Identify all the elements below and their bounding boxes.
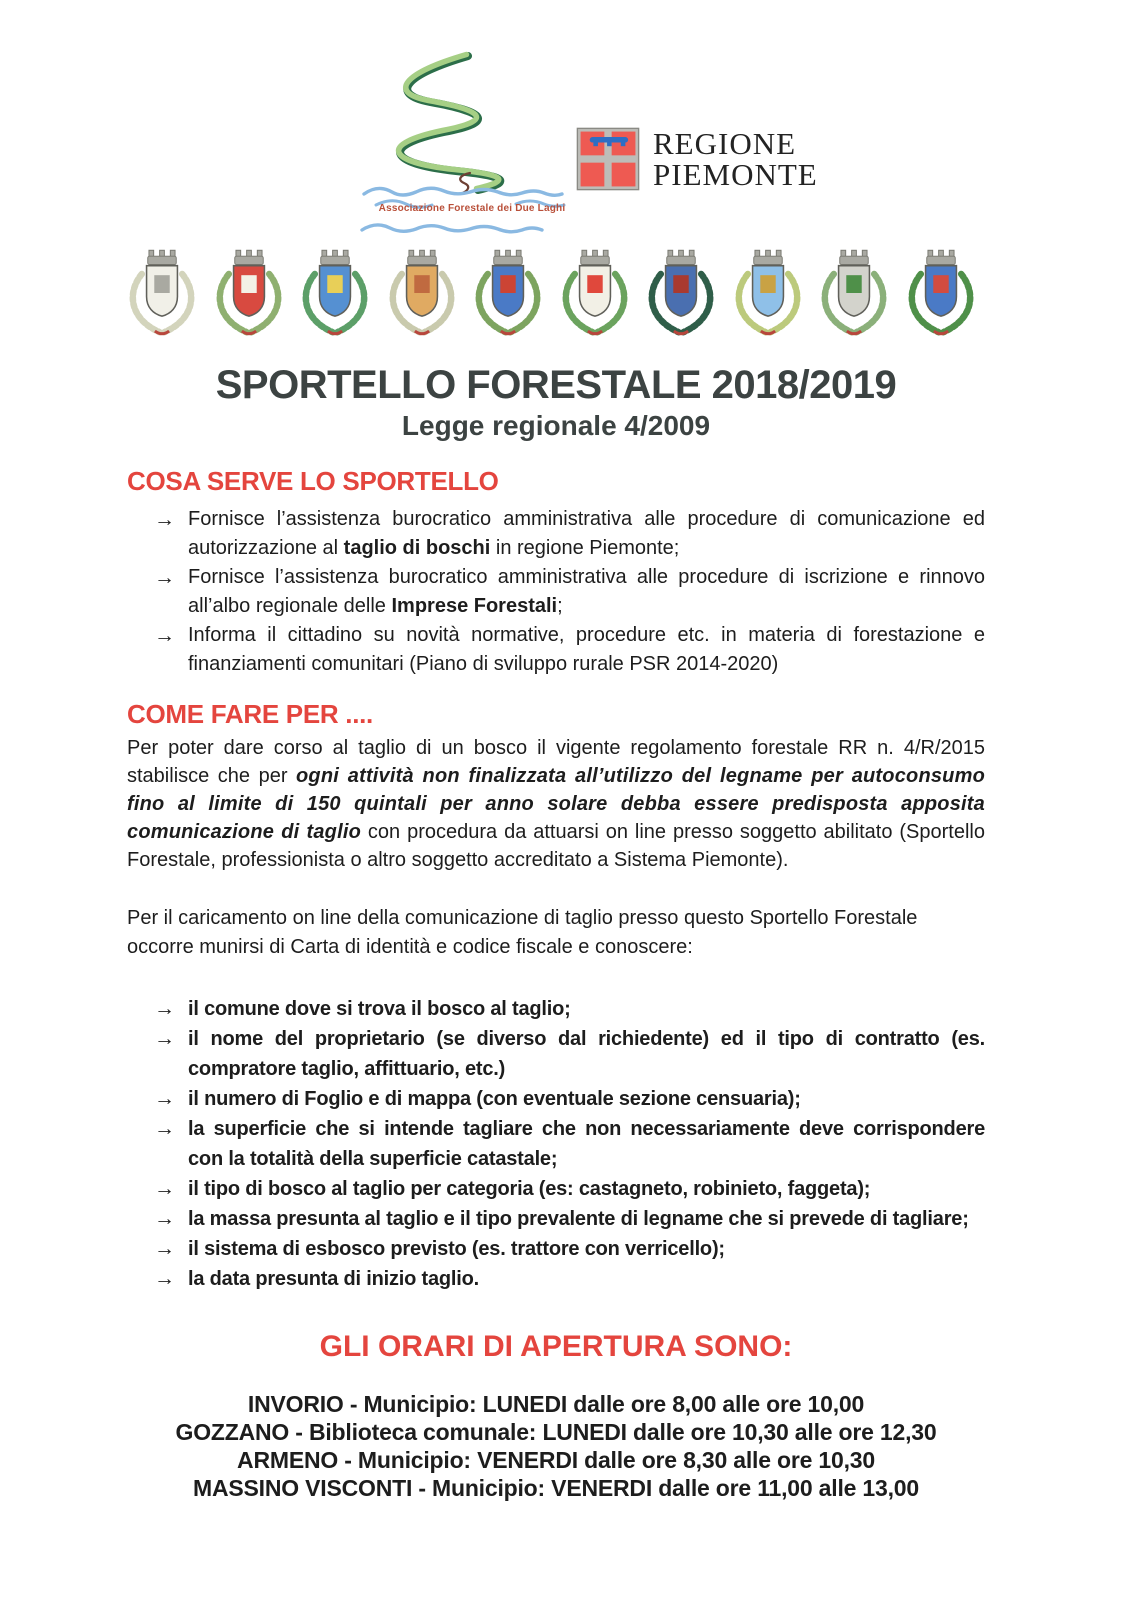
text-run: in regione Piemonte; [490,537,680,559]
list-item-text: il tipo di bosco al taglio per categoria (es: castagneto, robinieto, faggeta); [188,1178,871,1200]
list-item [127,1204,985,1234]
list-item-text: il nome del proprietario (se diverso dal richiedente) ed il tipo di contratto (es. compratore taglio, affittuario, etc.) [188,1028,985,1080]
arrow-bullet-icon: → [154,1087,175,1110]
arrow-bullet-icon: → [154,1267,175,1290]
list-item [127,1084,985,1114]
text-run: Fornisce l’assistenza burocratico amministrativa alle procedure di iscrizione e rinnovo all’albo regionale delle [188,566,985,617]
list-item-text [188,505,985,563]
list-item-text: il sistema di esbosco previsto (es. trattore con verricello); [188,1238,725,1260]
schedule [127,1390,985,1502]
paragraph-caricamento: Per il caricamento on line della comunicazione di taglio presso questo Sportello Forestale occorre munirsi di Carta di identità e codice fiscale e conoscere: [127,907,918,958]
list-item-text [188,621,985,679]
spiral-tree-icon [348,48,578,198]
list-item [127,563,985,621]
schedule-line: GOZZANO - Biblioteca comunale: LUNEDI dalle ore 10,30 alle ore 12,30 [175,1419,937,1445]
section-heading-orari: GLI ORARI DI APERTURA SONO: [319,1330,793,1363]
list-item [127,994,985,1024]
list-item-text [188,563,985,621]
paragraph-regolamento [127,734,985,874]
piemonte-shield-icon [576,127,640,191]
regione-wordmark-line1: REGIONE [653,126,797,161]
regione-wordmark-line2: PIEMONTE [653,157,818,192]
list-item [127,1234,985,1264]
arrow-bullet-icon: → [154,566,175,589]
list-item [127,1264,985,1294]
section-heading-cosa-serve: COSA SERVE LO SPORTELLO [127,466,499,496]
arrow-bullet-icon: → [154,997,175,1020]
municipal-crest-icon [903,245,979,341]
page-subtitle: Legge regionale 4/2009 [401,410,711,441]
bold-run: Imprese Forestali [391,595,558,617]
municipal-crest-icon [211,245,287,341]
page-title: SPORTELLO FORESTALE 2018/2019 [215,363,897,407]
text-run: con procedura da attuarsi on line presso soggetto abilitato (Sportello Forestale, professionista o altro soggetto accreditato a Sistema Piemonte). [127,821,985,871]
requisiti-list [127,994,985,1294]
list-item-text: la massa presunta al taglio e il tipo prevalente di legname che si prevede di tagliare; [188,1208,969,1230]
regione-piemonte-logo [576,127,818,191]
arrow-bullet-icon: → [154,508,175,531]
arrow-bullet-icon: → [154,1177,175,1200]
arrow-bullet-icon: → [154,1237,175,1260]
association-caption: Associazione Forestale dei Due Laghi [378,203,566,214]
list-item [127,1174,985,1204]
municipal-crest-icon [730,245,806,341]
list-item [127,621,985,679]
association-caption-box [356,180,588,240]
list-item-text: la superficie che si intende tagliare che non necessariamente deve corrispondere con la totalità della superficie catastale; [188,1118,985,1170]
arrow-bullet-icon: → [154,1117,175,1140]
list-item-text: il comune dove si trova il bosco al taglio; [188,998,571,1020]
municipal-crest-icon [816,245,892,341]
municipal-crest-icon [470,245,546,341]
text-run: ; [557,595,563,617]
schedule-line: INVORIO - Municipio: LUNEDI dalle ore 8,00 alle ore 10,00 [247,1391,865,1417]
municipal-crest-icon [557,245,633,341]
list-item-text: la data presunta di inizio taglio. [188,1268,480,1290]
municipal-crest-icon [124,245,200,341]
list-item [127,1114,985,1174]
document-body [127,466,985,1502]
arrow-bullet-icon: → [154,1207,175,1230]
title-block [127,363,985,442]
text-run: Per poter dare corso al taglio di un bosco il vigente regolamento forestale RR n. 4/R/2015 stabilisce che per [127,737,985,787]
list-item-text: il numero di Foglio e di mappa (con eventuale sezione censuaria); [188,1088,801,1110]
schedule-line: ARMENO - Municipio: VENERDI dalle ore 8,30 alle ore 10,30 [237,1447,875,1473]
municipal-crest-icon [297,245,373,341]
text-run: Informa il cittadino su novità normative, procedure etc. in materia di forestazione e finanziamenti comunitari (Piano di sviluppo rurale PSR 2014-2020) [188,624,985,675]
municipal-crest-icon [643,245,719,341]
regione-piemonte-wordmark [653,128,818,190]
list-item [127,1024,985,1084]
section-heading-come-fare: COME FARE PER .... [127,699,373,729]
text-run: Fornisce l’assistenza burocratico amministrativa alle procedure di comunicazione ed autorizzazione al [188,508,985,559]
bold-run: taglio di boschi [343,537,491,559]
schedule-line: MASSINO VISCONTI - Municipio: VENERDI dalle ore 11,00 alle 13,00 [193,1475,919,1501]
cosa-serve-list [127,505,985,679]
association-logo [338,48,603,243]
arrow-bullet-icon: → [154,624,175,647]
list-item [127,505,985,563]
arrow-bullet-icon: → [154,1027,175,1050]
bold-italic-run: ogni attività non finalizzata all’utilizzo del legname per autoconsumo fino al limite di 150 quintali per anno solare debba essere predisposta apposita comunicazione di taglio [127,765,986,843]
municipal-crest-icon [384,245,460,341]
header-logos [0,0,1131,245]
municipal-crests-row [124,245,979,341]
